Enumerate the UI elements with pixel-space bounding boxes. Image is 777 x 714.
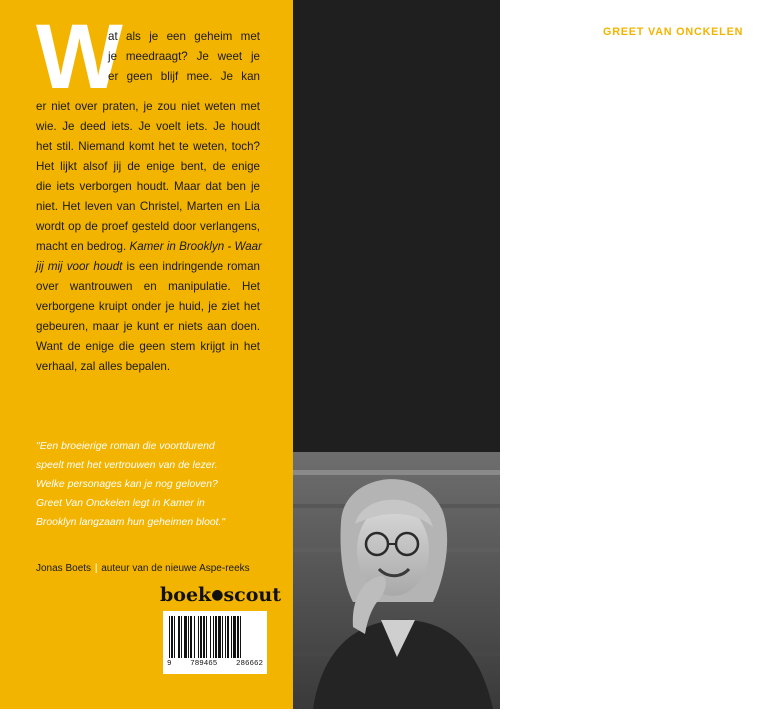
blurb-line: [36, 237, 260, 257]
blurb-text: macht en bedrog.: [36, 240, 127, 253]
attribution-separator: |: [94, 563, 98, 574]
blurb-panel: [0, 0, 293, 709]
bio-line: Lesgeven over taal en: [603, 249, 777, 261]
bio-line: en zesde middelbaar.: [603, 232, 777, 244]
blurb-line: wordt op de proef gesteld door verlangens,: [36, 220, 260, 233]
review-quote-line: Greet Van Onckelen legt in Kamer in: [36, 498, 205, 509]
quote-attribution: [36, 563, 250, 574]
bio-line: schrijver, is andere koek.: [603, 300, 777, 312]
blurb-line: verhaal, zal alles bepalen.: [36, 360, 171, 373]
review-quote-line: speelt met het vertrouwen van de lezer.: [36, 460, 218, 471]
book-title-italic: Kamer in Brooklyn - Waar: [129, 240, 262, 253]
publisher-dot-icon: ●: [211, 587, 224, 603]
blurb-line: verborgene kruipt onder je huid, je ziet het: [36, 300, 260, 313]
bio-line: met minstens evenveel: [603, 130, 777, 142]
review-quote-line: Welke personages kan je nog geloven?: [36, 479, 218, 490]
bio-line: Met Kamer in Brooklyn,: [603, 317, 777, 329]
review-quote-line: "Een broeierige roman die voortdurend: [36, 441, 215, 452]
publisher-name-right: scout: [223, 584, 281, 606]
bio-line: en Engels in het vijfde: [603, 215, 777, 227]
isbn-barcode: [163, 611, 267, 674]
bio-line: regisseert en reist met: [603, 79, 777, 91]
bio-line: doceert, moedert, leest,: [603, 62, 777, 74]
bio-line: werkte, hoopt ze je een: [603, 351, 777, 363]
barcode-bars: [169, 616, 261, 658]
blurb-line: niet. Het leven van Christel, Marten en Lia: [36, 200, 260, 213]
blurb-line: er niet over praten, je zou niet weten met: [36, 100, 260, 113]
book-title-italic: jij mij voor houdt: [36, 260, 123, 273]
bio-line: waar ze enkele jaren aan: [603, 334, 777, 346]
bio-line: ontspannend is en die: [603, 402, 777, 414]
author-portrait-illustration: [293, 452, 500, 709]
blurb-line: er geen blijf mee. Je kan: [108, 70, 260, 83]
quote-author-description: auteur van de nieuwe Aspe-reeks: [101, 563, 250, 574]
bio-line: leeservaring te bieden: [603, 368, 777, 380]
blurb-line: Want de enige die geen stem krijgt in het: [36, 340, 260, 353]
blurb-line: die iets verborgen houdt. Maar dat ben je: [36, 180, 260, 193]
bio-line: enthousiasme. Sinds ze het: [603, 147, 777, 159]
bio-line: geeft ze Nederlands: [603, 198, 777, 210]
bio-line: diploma Germaanse taal-: [603, 164, 777, 176]
bio-line: meeste andere dingen: [603, 113, 777, 125]
quote-author: Jonas Boets: [36, 563, 92, 574]
bio-line: die tegelijk spannend en: [603, 385, 777, 397]
blurb-line: [36, 257, 260, 277]
publisher-name-left: boek: [160, 584, 212, 606]
bio-line: en letterkunde behaalde,: [603, 181, 777, 193]
blurb-line: gebeuren, maar je kunt er niets aan doen.: [36, 320, 260, 333]
blurb-line: over wantrouwen en manipulatie. Het: [36, 280, 260, 293]
barcode-digit-group: 286662: [235, 660, 263, 668]
barcode-digits: [167, 660, 263, 670]
drop-cap: W: [36, 6, 123, 108]
review-quote-line: Brooklyn langzaam hun geheimen bloot.": [36, 517, 226, 528]
blurb-line: wie. Je deed iets. Je voelt iets. Je houdt: [36, 120, 260, 133]
author-name: GREET VAN ONCKELEN: [603, 26, 744, 38]
bio-line: één ding, debuteren als: [603, 283, 777, 295]
bio-line: kunnen leggen.: [603, 453, 676, 465]
publisher-logo: [160, 582, 281, 608]
blurb-line: Het lijkt alsof jij de enige bent, de enige: [36, 160, 260, 173]
barcode-digit-group: 789465: [190, 660, 218, 668]
bio-line: net voldoende inspanning: [603, 419, 777, 431]
barcode-digit-group: 9: [167, 660, 172, 668]
blurb-text: is een indringende roman: [126, 260, 260, 273]
bio-line: (Antwerpen, 1981) schrijft,: [603, 45, 777, 57]
bio-line: vraagt om de plotpuzzel te: [603, 436, 777, 448]
bio-line: plezier. Ze doet de: [603, 96, 777, 108]
blurb-line: at als je een geheim met: [108, 30, 260, 43]
bio-line: literaire verhalen, dat is: [603, 266, 777, 278]
author-photo: [293, 452, 500, 709]
blurb-line: het stil. Niemand komt het te weten, toch?: [36, 140, 260, 153]
blurb-line: je meedraagt? Je weet je: [108, 50, 260, 63]
